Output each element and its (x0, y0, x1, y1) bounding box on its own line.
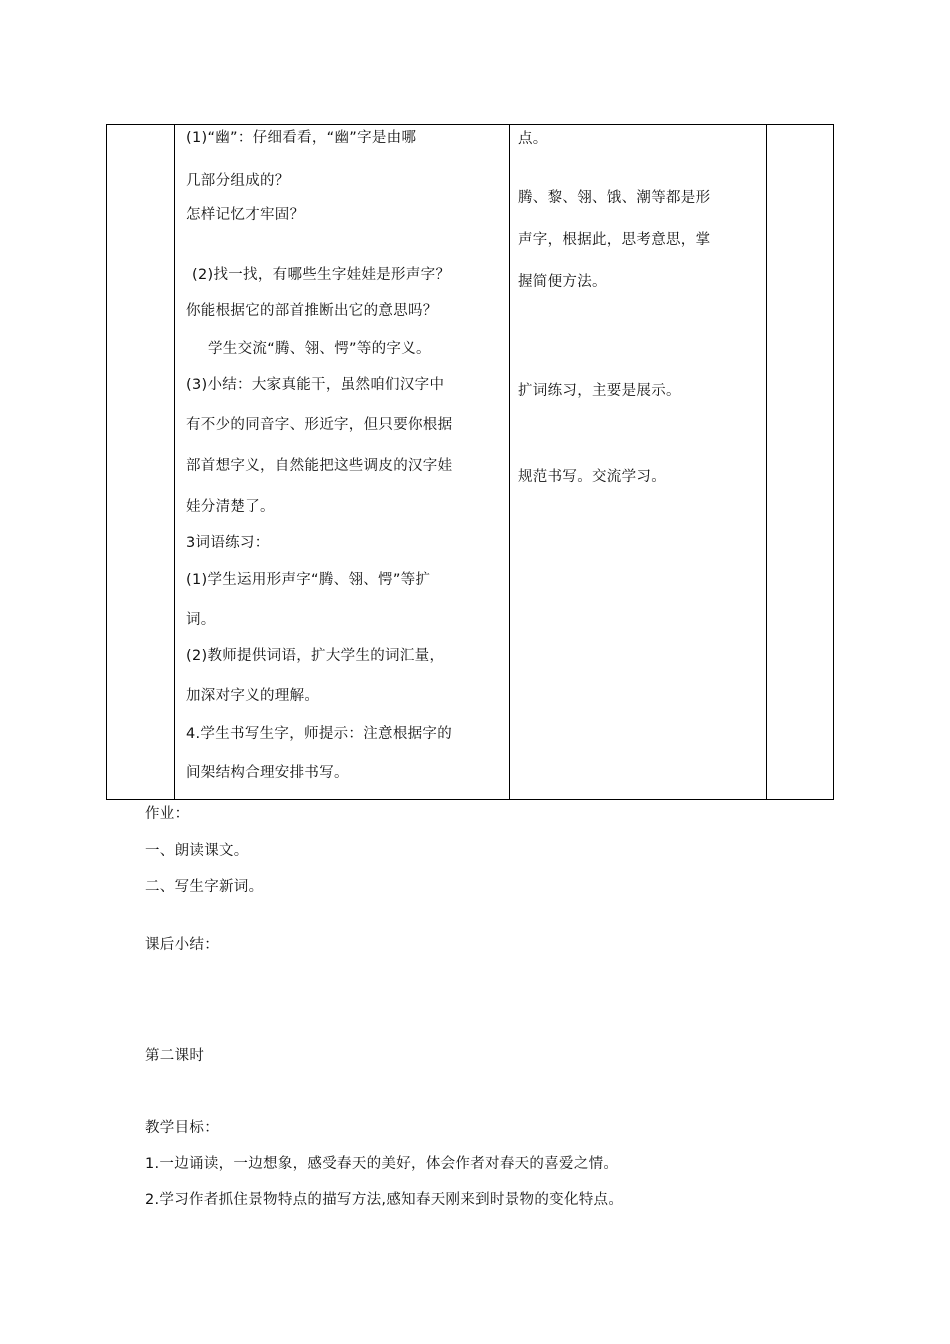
objective-item: 1.一边诵读，一边想象，感受春天的美好，体会作者对春天的喜爱之情。 (145, 1156, 619, 1172)
design-line: 点。 (518, 131, 548, 147)
objective-item: 2.学习作者抓住景物特点的描写方法,感知春天刚来到时景物的变化特点。 (145, 1192, 624, 1208)
process-line: 你能根据它的部首推断出它的意思吗？ (186, 303, 438, 319)
process-line: (3)小结：大家真能干，虽然咱们汉字中 (186, 377, 445, 393)
design-line: 扩词练习，主要是展示。 (518, 383, 681, 399)
process-line: 有不少的同音字、形近字，但只要你根据 (186, 417, 453, 433)
process-line: 部首想字义，自然能把这些调皮的汉字娃 (186, 458, 453, 474)
second-lesson-heading: 第二课时 (145, 1048, 205, 1064)
process-line: 加深对字义的理解。 (186, 688, 320, 704)
objectives-title: 教学目标： (145, 1120, 219, 1136)
column-divider (174, 125, 175, 799)
process-line: 几部分组成的？ (186, 173, 290, 189)
homework-title: 作业： (145, 806, 190, 822)
design-line: 握简便方法。 (518, 274, 607, 290)
process-line: (1)“幽”：仔细看看，“幽”字是由哪 (186, 130, 417, 146)
homework-item: 一、朗读课文。 (145, 843, 249, 859)
process-line: 娃分清楚了。 (186, 499, 275, 515)
after-class-summary: 课后小结： (145, 937, 219, 953)
homework-item: 二、写生字新词。 (145, 879, 264, 895)
process-line: 3词语练习： (186, 535, 270, 551)
process-line: 学生交流“腾、翎、愕”等的字义。 (208, 341, 431, 357)
process-line: 间架结构合理安排书写。 (186, 765, 349, 781)
process-line: (2)找一找，有哪些生字娃娃是形声字？ (192, 267, 451, 283)
process-line: 怎样记忆才牢固？ (186, 207, 305, 223)
process-line: (2)教师提供词语，扩大学生的词汇量， (186, 648, 445, 664)
design-line: 腾、黎、翎、饿、潮等都是形 (518, 190, 711, 206)
design-line: 规范书写。交流学习。 (518, 469, 666, 485)
process-line: 词。 (186, 612, 216, 628)
process-line: (1)学生运用形声字“腾、翎、愕”等扩 (186, 572, 431, 588)
column-divider (509, 125, 510, 799)
design-line: 声字，根据此，思考意思，掌 (518, 232, 711, 248)
column-divider (766, 125, 767, 799)
process-line: 4.学生书写生字，师提示：注意根据字的 (186, 726, 453, 742)
